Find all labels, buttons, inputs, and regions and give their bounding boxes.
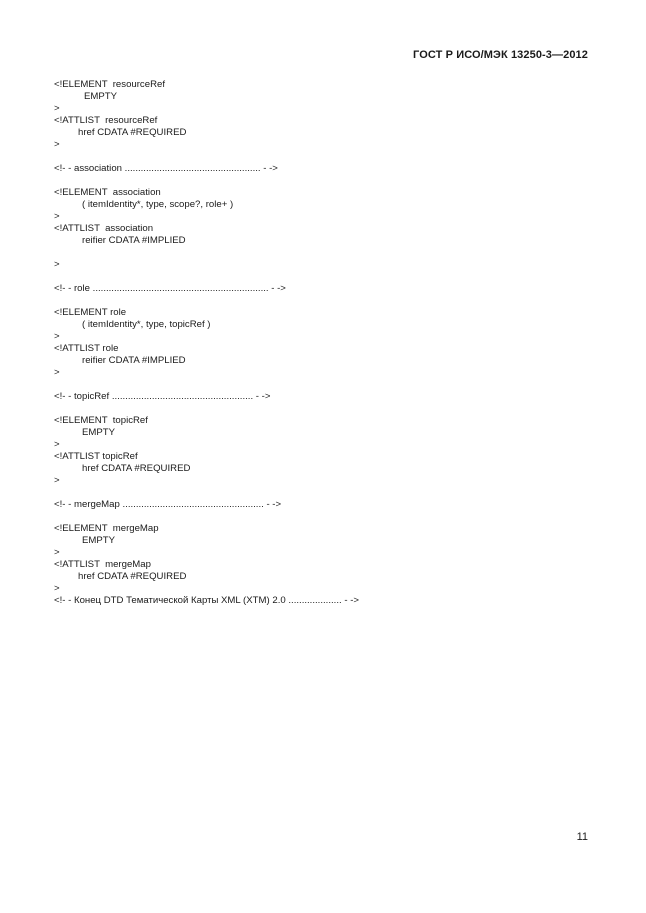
dtd-comment-line: <!- - association ................................................... - -> [54, 163, 278, 174]
dtd-line: > [54, 139, 60, 150]
dtd-line: ( itemIdentity*, type, topicRef ) [82, 319, 211, 330]
dtd-line: <!ATTLIST role [54, 343, 119, 354]
dtd-line: EMPTY [84, 91, 118, 102]
dtd-line: > [54, 439, 60, 450]
dtd-line: > [54, 211, 60, 222]
dtd-line: href CDATA #REQUIRED [78, 571, 187, 582]
dtd-line: <!ATTLIST topicRef [54, 451, 138, 462]
dtd-line: <!ELEMENT resourceRef [54, 79, 165, 90]
dtd-line: <!ATTLIST mergeMap [54, 559, 151, 570]
dtd-line [54, 295, 554, 307]
dtd-line: ( itemIdentity*, type, scope?, role+ ) [82, 199, 234, 210]
dtd-line: <!ELEMENT topicRef [54, 415, 148, 426]
dtd-line: > [54, 331, 60, 342]
dtd-line: reifier CDATA #IMPLIED [82, 235, 186, 246]
dtd-line [54, 511, 554, 523]
dtd-line [54, 247, 554, 259]
dtd-line: EMPTY [82, 535, 116, 546]
dtd-line: > [54, 259, 60, 270]
dtd-line: <!ELEMENT mergeMap [54, 523, 159, 534]
dtd-comment-line: <!- - topicRef ..................................................... - -> [54, 391, 271, 402]
dtd-comment-line: <!- - mergeMap ..................................................... - -> [54, 499, 282, 510]
dtd-line: reifier CDATA #IMPLIED [82, 355, 186, 366]
dtd-line [54, 487, 554, 499]
dtd-line: <!ATTLIST association [54, 223, 154, 234]
dtd-line: > [54, 547, 60, 558]
page-number: 11 [576, 831, 588, 843]
dtd-line: EMPTY [82, 427, 116, 438]
dtd-line [54, 271, 554, 283]
dtd-code-block [54, 79, 554, 607]
dtd-line [54, 403, 554, 415]
dtd-line: href CDATA #REQUIRED [78, 127, 187, 138]
dtd-line: <!ELEMENT association [54, 187, 161, 198]
dtd-line [54, 151, 554, 163]
dtd-line: <!ATTLIST resourceRef [54, 115, 158, 126]
dtd-line: > [54, 367, 60, 378]
dtd-line [54, 175, 554, 187]
dtd-line: > [54, 475, 60, 486]
dtd-line: > [54, 583, 60, 594]
dtd-comment-line: <!- - Конец DTD Тематической Карты XML (XTM) 2.0 .................... - -> [54, 595, 359, 606]
page-header-standard-title: ГОСТ Р ИСО/МЭК 13250-3—2012 [413, 49, 588, 61]
dtd-line [54, 379, 554, 391]
dtd-line: href CDATA #REQUIRED [82, 463, 191, 474]
dtd-line: > [54, 103, 60, 114]
dtd-line: <!ELEMENT role [54, 307, 127, 318]
dtd-comment-line: <!- - role .................................................................. - -> [54, 283, 286, 294]
